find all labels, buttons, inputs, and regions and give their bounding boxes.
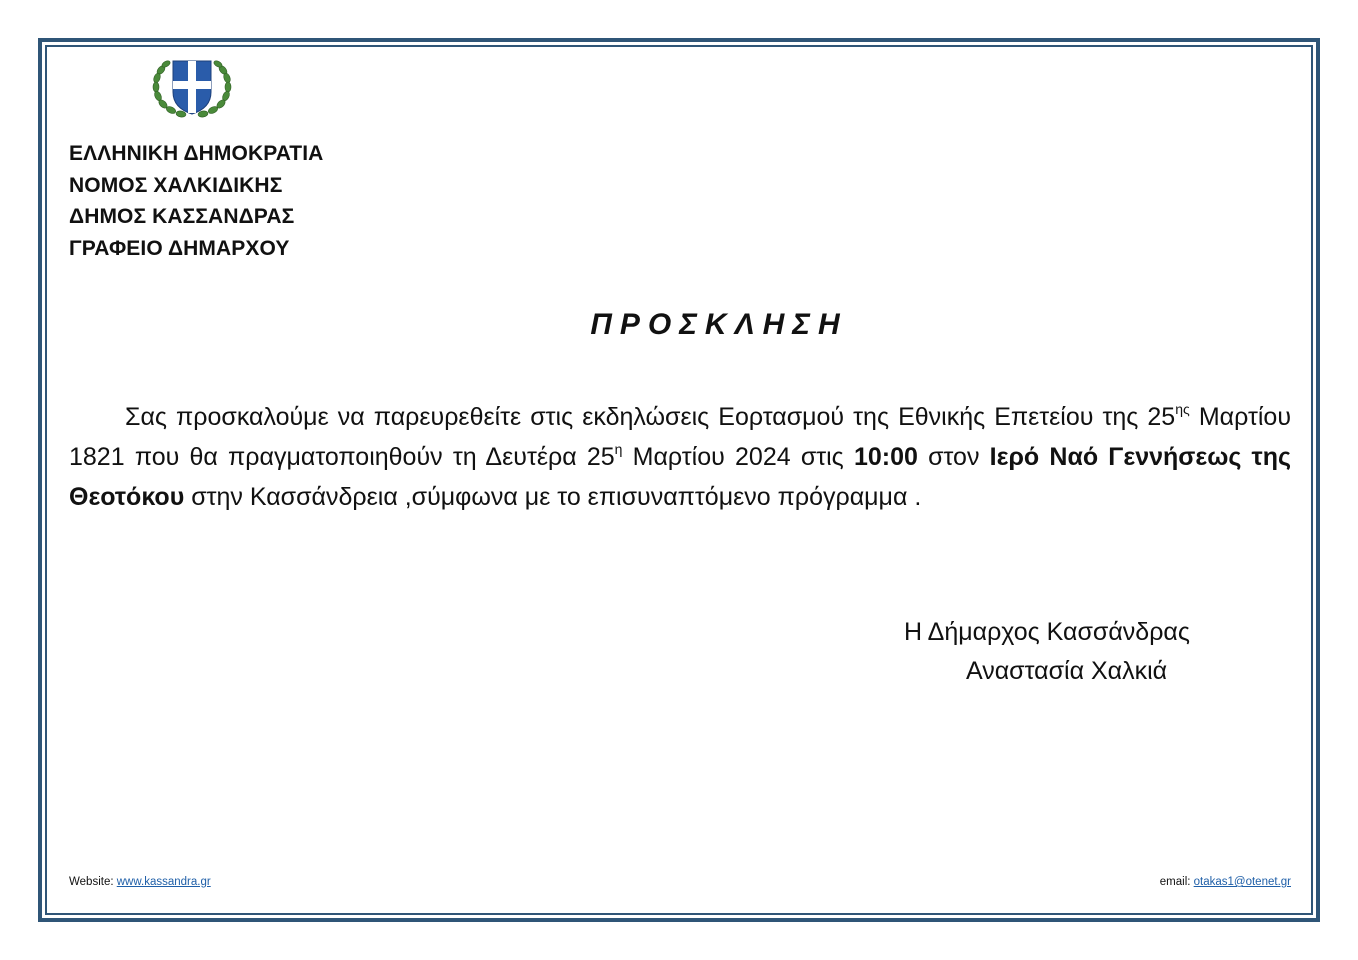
body-part-4: στον	[917, 443, 990, 471]
website-link[interactable]: www.kassandra.gr	[116, 876, 211, 888]
footer-email	[1160, 876, 1291, 888]
email-link[interactable]: otakas1@otenet.gr	[1193, 876, 1291, 888]
body-part-2: Μαρτίου 1821 που θα πραγματοποιηθούν τη Δευτέρα 25	[69, 403, 1291, 471]
invitation-body	[69, 397, 1291, 517]
body-part-1: Σας προσκαλούμε να παρευρεθείτε στις εκδηλώσεις Εορτασμού της Εθνικής Επετείου της 25	[125, 403, 1176, 431]
body-superscript-2: η	[614, 440, 623, 457]
issuer-header	[69, 138, 323, 264]
footer-website	[69, 876, 211, 888]
greek-coat-of-arms-icon	[145, 52, 239, 122]
header-line-republic: ΕΛΛΗΝΙΚΗ ΔΗΜΟΚΡΑΤΙΑ	[69, 142, 324, 165]
signatory-name: Αναστασία Χαλκιά	[966, 657, 1168, 685]
body-part-5: στην Κασσάνδρεια ,σύμφωνα με το επισυναπτόμενο πρόγραμμα .	[184, 483, 922, 511]
event-time: 10:00	[853, 443, 918, 471]
header-line-office: ΓΡΑΦΕΙΟ ΔΗΜΑΡΧΟΥ	[69, 236, 290, 260]
header-line-prefecture: ΝΟΜΟΣ ΧΑΛΚΙΔΙΚΗΣ	[69, 173, 283, 197]
header-line-municipality: ΔΗΜΟΣ ΚΑΣΣΑΝΔΡΑΣ	[69, 205, 295, 228]
website-label: Website:	[69, 876, 117, 888]
signatory-title: Η Δήμαρχος Κασσάνδρας	[904, 618, 1190, 646]
body-part-3: Μαρτίου 2024 στις	[622, 443, 854, 471]
event-venue: Ιερό Ναό Γεννήσεως της Θεοτόκου	[69, 443, 1291, 511]
email-label: email:	[1159, 876, 1194, 888]
body-superscript-1: ης	[1175, 400, 1190, 417]
document-title: ΠΡΟΣΚΛΗΣΗ	[590, 308, 848, 341]
